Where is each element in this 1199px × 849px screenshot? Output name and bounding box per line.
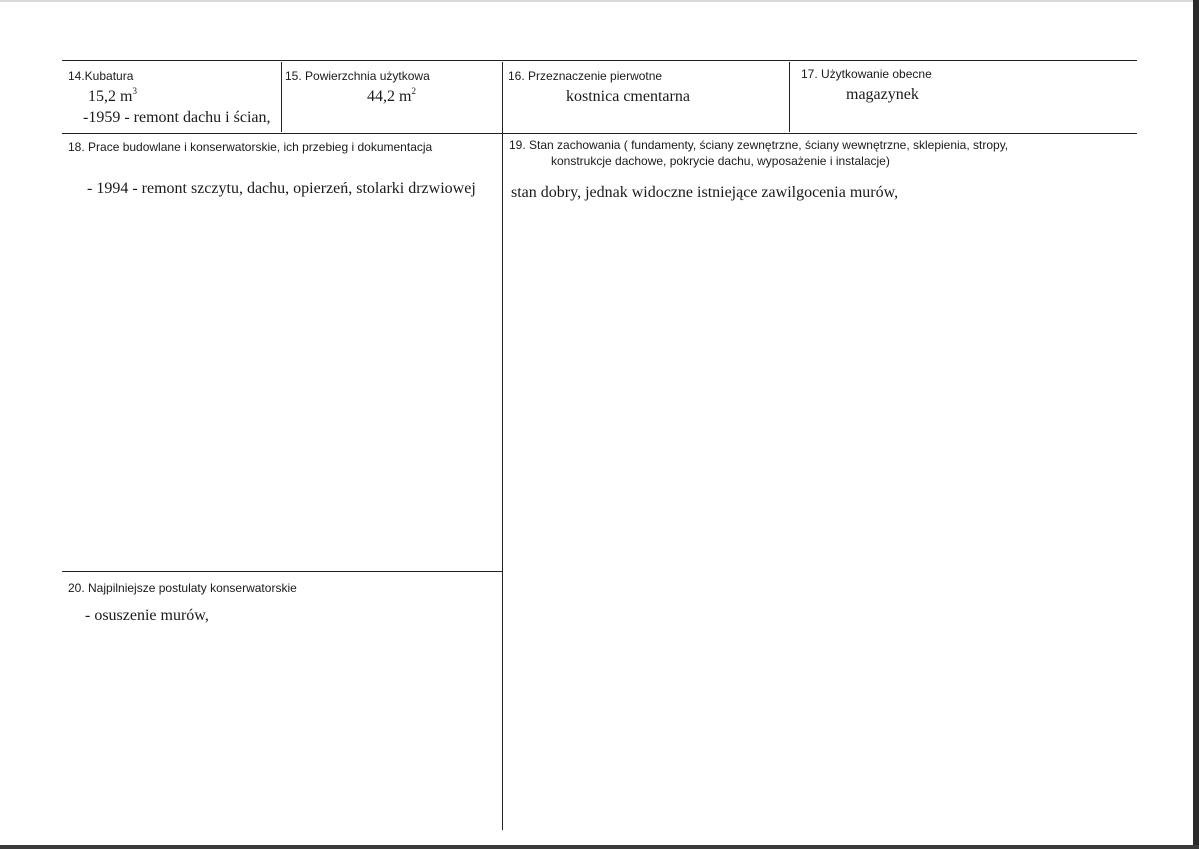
col-divider-16-17 xyxy=(789,62,790,132)
field-18-label: 18. Prace budowlane i konserwatorskie, ich przebieg i dokumentacja xyxy=(68,140,433,154)
field-14-value: 15,2 $m^3$ xyxy=(88,86,137,105)
field-20-value: - osuszenie murów, xyxy=(85,607,209,624)
field-19-label-line1: 19. Stan zachowania ( fundamenty, ściany zewnętrzne, ściany wewnętrzne, sklepienia, stropy, xyxy=(509,138,1009,152)
field-16-value: kostnica cmentarna xyxy=(566,88,690,105)
field-14-note: -1959 - remont dachu i ścian, xyxy=(83,109,271,126)
field-17-value: magazynek xyxy=(846,86,919,103)
field-20-label: 20. Najpilniejsze postulaty konserwatorskie xyxy=(68,581,297,595)
top-border-line xyxy=(62,60,1137,61)
field-16-label: 16. Przeznaczenie pierwotne xyxy=(508,69,663,83)
field-19-label-line2: konstrukcje dachowe, pokrycie dachu, wyposażenie i instalacje) xyxy=(551,154,890,168)
col-divider-main xyxy=(502,62,503,830)
row-divider-1 xyxy=(62,133,1137,134)
scan-right-edge xyxy=(1193,0,1199,849)
field-14-label: 14.Kubatura xyxy=(68,69,134,83)
row-divider-2 xyxy=(62,571,502,572)
field-19-value: stan dobry, jednak widoczne istniejące zawilgocenia murów, xyxy=(511,184,899,201)
scan-bottom-edge xyxy=(0,845,1199,849)
col-divider-14-15 xyxy=(281,62,282,132)
field-17-label: 17. Użytkowanie obecne xyxy=(801,67,932,81)
field-15-label: 15. Powierzchnia użytkowa xyxy=(285,69,430,83)
field-18-value: - 1994 - remont szczytu, dachu, opierzeń, stolarki drzwiowej xyxy=(87,180,476,197)
scan-top-edge xyxy=(0,0,1199,2)
field-15-value: 44,2 $m^2$ xyxy=(367,86,416,105)
